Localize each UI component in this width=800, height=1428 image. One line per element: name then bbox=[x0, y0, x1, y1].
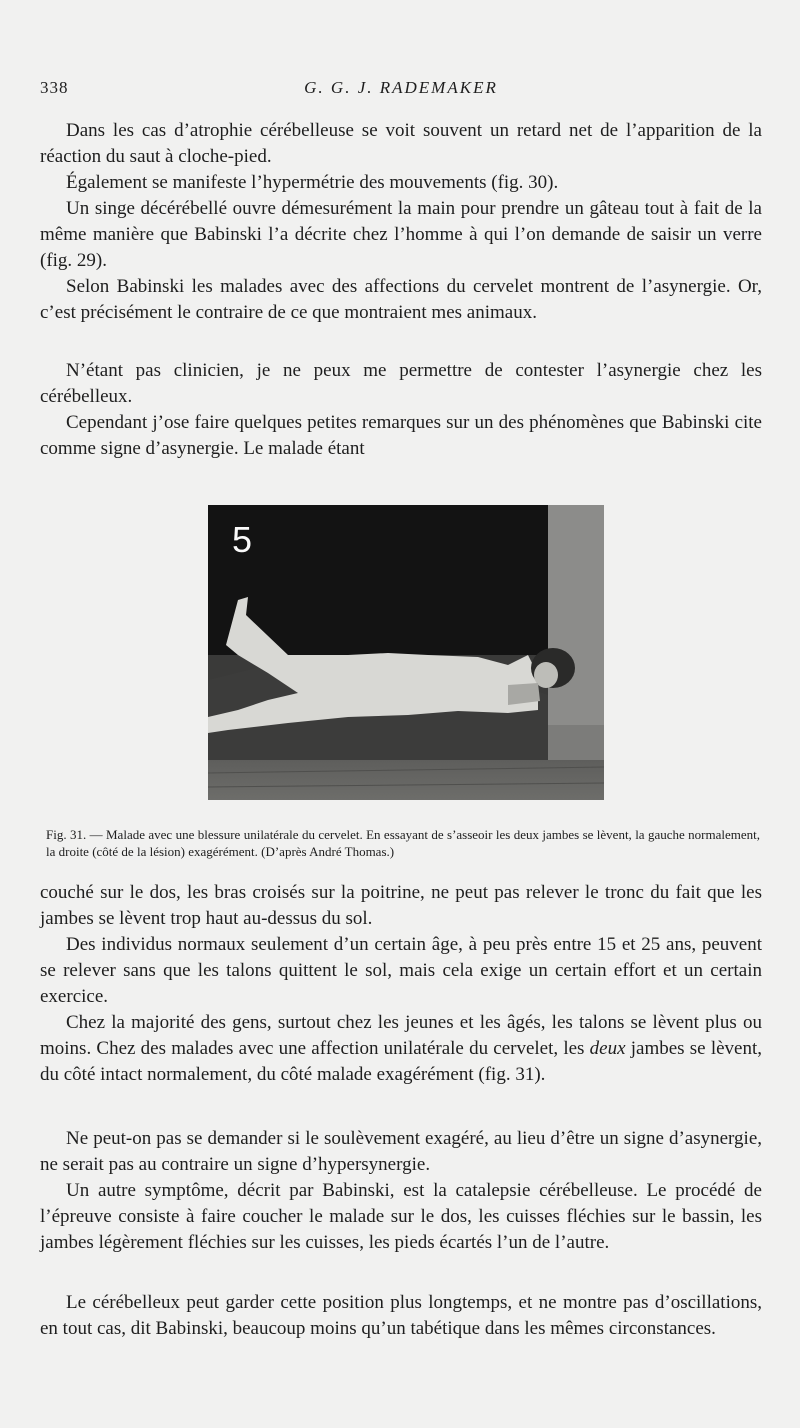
paragraph-cependant: Cependant j’ose faire quelques petites remarques sur un des phénomènes que Babinski cite comme signe d’asynergie. Le malade étant bbox=[40, 412, 762, 459]
paragraph-hypermetrie: Également se manifeste l’hypermétrie des mouvements (fig. 30). bbox=[66, 172, 559, 193]
page-number: 338 bbox=[40, 78, 69, 97]
paragraph-atrophie: Dans les cas d’atrophie cérébelleuse se voit souvent un retard net de l’apparition de la réaction du saut à cloche-pied. bbox=[40, 120, 762, 167]
paragraph-majorite bbox=[40, 1010, 762, 1088]
paragraph-babinski-asynergie: Selon Babinski les malades avec des affections du cervelet montrent de l’asynergie. Or, c’est précisément le contraire de ce que montraient mes animaux. bbox=[40, 276, 762, 323]
figure-panel-number: 5 bbox=[232, 519, 253, 560]
paragraph-individus-normaux: Des individus normaux seulement d’un certain âge, à peu près entre 15 et 25 ans, peuvent se relever sans que les talons quittent le sol, mais cela exige un certain effort et un certain exercice. bbox=[40, 934, 762, 1007]
paragraph-singe: Un singe décérébellé ouvre démesurément la main pour prendre un gâteau tout à fait de la même manière que Babinski l’a décrite chez l’homme à qui l’on demande de saisir un verre (fig. 29). bbox=[40, 198, 762, 271]
figure-caption: Fig. 31. — Malade avec une blessure unilatérale du cervelet. En essayant de s’asseoir les deux jambes se lèvent, la gauche normalement, la droite (côté de la lésion) exagérément. (D’après André Thomas.) bbox=[46, 827, 760, 859]
paragraph-cerebelleux: Le cérébelleux peut garder cette position plus longtemps, et ne montre pas d’oscillations, en tout cas, dit Babinski, beaucoup moins qu’un tabétique dans les mêmes circonstances. bbox=[40, 1292, 762, 1339]
paragraph-majorite-part-b: jambes se lèvent, du côté intact normalement, du côté malade exagérément (fig. 31). bbox=[40, 1038, 762, 1085]
running-head: G. G. J. RADEMAKER bbox=[304, 78, 498, 97]
page-header bbox=[40, 78, 762, 106]
paragraph-majorite-emphasis: deux bbox=[589, 1038, 626, 1059]
paragraph-catalepsie: Un autre symptôme, décrit par Babinski, est la catalepsie cérébelleuse. Le procédé de l’épreuve consiste à faire coucher le malade sur le dos, les cuisses fléchies sur le bassin, les jambes légèrement fléchies sur les cuisses, les pieds écartés l’un de l’autre. bbox=[40, 1180, 762, 1253]
figure-31-photo bbox=[208, 505, 604, 800]
patient-photo-illustration bbox=[208, 505, 604, 800]
paragraph-majorite-part-a: Chez la majorité des gens, surtout chez les jeunes et les âgés, les talons se lèvent plus ou moins. Chez des malades avec une affection unilatérale du cervelet, les bbox=[40, 1012, 762, 1059]
paragraph-hypersynergie: Ne peut-on pas se demander si le soulèvement exagéré, au lieu d’être un signe d’asynergie, ne serait pas au contraire un signe d’hypersynergie. bbox=[40, 1128, 762, 1175]
paragraph-clinicien: N’étant pas clinicien, je ne peux me permettre de contester l’asynergie chez les cérébelleux. bbox=[40, 360, 762, 407]
paragraph-couche: couché sur le dos, les bras croisés sur la poitrine, ne peut pas relever le tronc du fait que les jambes se lèvent trop haut au-dessus du sol. bbox=[40, 882, 762, 929]
